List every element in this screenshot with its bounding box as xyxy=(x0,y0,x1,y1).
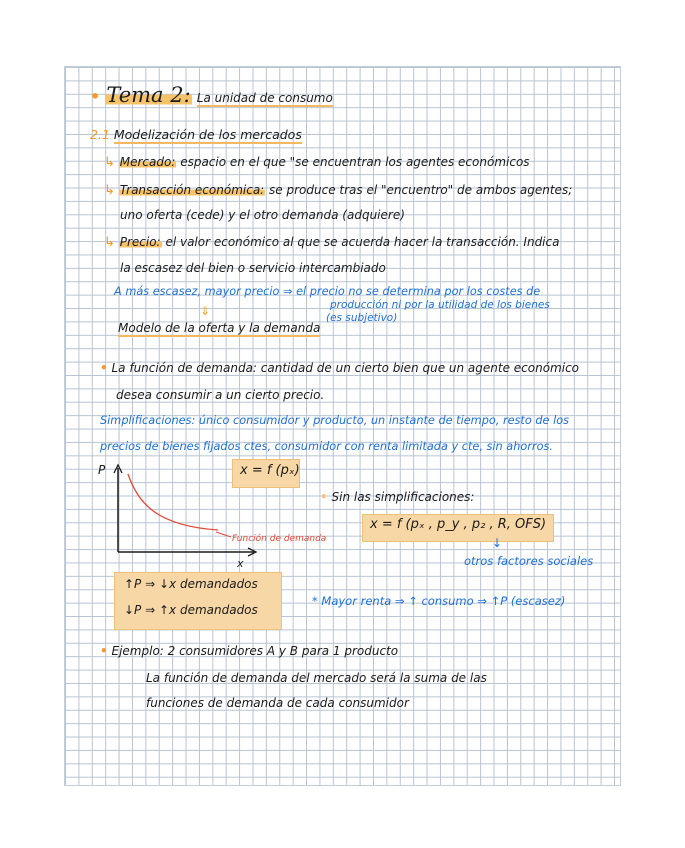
sub-arrow-icon: ↳ xyxy=(104,155,115,170)
definition-text: espacio en el que "se encuentran los agentes económicos xyxy=(180,155,530,169)
term-mercado: Mercado: xyxy=(119,155,176,169)
term-precio: Precio: xyxy=(119,235,161,249)
demand-line2: desea consumir a un cierto precio. xyxy=(116,388,325,402)
bullet-dot: • xyxy=(100,644,108,658)
formula2: x = f (pₓ , p_y , p₂ , R, OFS) xyxy=(370,517,547,532)
section-number: 2.1 xyxy=(90,127,110,142)
simplifications-line2: precios de bienes fijados ctes, consumidor con renta limitada y cte, sin ahorros. xyxy=(100,440,553,453)
section-title: Modelización de los mercados xyxy=(113,127,302,142)
title-main: Tema 2: xyxy=(106,83,191,107)
without-text: Sin las simplificaciones: xyxy=(331,490,475,504)
definition-transaccion-line2: uno oferta (cede) y el otro demanda (adquiere) xyxy=(120,208,405,222)
definition-precio xyxy=(104,236,559,250)
sub-arrow-icon: ↳ xyxy=(104,235,115,250)
down-arrow-icon: ⇓ xyxy=(200,304,211,318)
definition-mercado xyxy=(104,156,530,170)
example-line2: funciones de demanda de cada consumidor xyxy=(146,696,409,710)
demand-curve xyxy=(128,474,218,530)
other-factors: otros factores sociales xyxy=(464,554,594,568)
model-heading xyxy=(118,322,320,335)
page-title xyxy=(90,84,333,107)
income-note: * Mayor renta ⇒ ↑ consumo ⇒ ↑P (escasez) xyxy=(312,594,566,608)
simplifications-line1: Simplificaciones: único consumidor y producto, un instante de tiempo, resto de los xyxy=(100,414,570,427)
definition-text: se produce tras el "encuentro" de ambos agentes; xyxy=(269,183,573,197)
demand-line1 xyxy=(100,362,579,375)
without-simplifications xyxy=(320,491,474,504)
price-note-line2: producción ni por la utilidad de los bienes xyxy=(330,299,550,311)
bullet-dot: • xyxy=(320,490,328,504)
term-transaccion: Transacción económica: xyxy=(119,183,265,197)
title-sub: La unidad de consumo xyxy=(196,91,333,105)
curve-label: Función de demanda xyxy=(232,534,326,544)
y-axis-label: P xyxy=(98,463,106,477)
rule-2: ↓P ⇒ ↑x demandados xyxy=(124,603,258,617)
formula1: x = f (pₓ) xyxy=(240,463,300,478)
section-heading xyxy=(90,128,302,142)
definition-transaccion xyxy=(104,184,572,198)
example-heading xyxy=(100,645,398,658)
price-note-line3: (es subjetivo) xyxy=(326,312,398,324)
x-axis-label: x xyxy=(237,557,244,570)
bullet-dot: • xyxy=(90,87,101,106)
example-line1: La función de demanda del mercado será la suma de las xyxy=(146,671,487,685)
rule-1: ↑P ⇒ ↓x demandados xyxy=(124,577,258,591)
model-text: Modelo de la oferta y la demanda xyxy=(118,321,321,335)
demand-text: La función de demanda: cantidad de un cierto bien que un agente económico xyxy=(111,361,580,375)
price-note-line1: A más escasez, mayor precio ⇒ el precio no se determina por los costes de xyxy=(114,285,541,298)
definition-precio-line2: la escasez del bien o servicio intercambiado xyxy=(120,261,386,275)
down-arrow-icon: ↓ xyxy=(492,536,503,550)
bullet-dot: • xyxy=(100,361,108,375)
sub-arrow-icon: ↳ xyxy=(104,183,115,198)
definition-text: el valor económico al que se acuerda hacer la transacción. Indica xyxy=(165,235,560,249)
example-text: Ejemplo: 2 consumidores A y B para 1 producto xyxy=(111,644,399,658)
curve-label-pointer xyxy=(216,532,231,537)
